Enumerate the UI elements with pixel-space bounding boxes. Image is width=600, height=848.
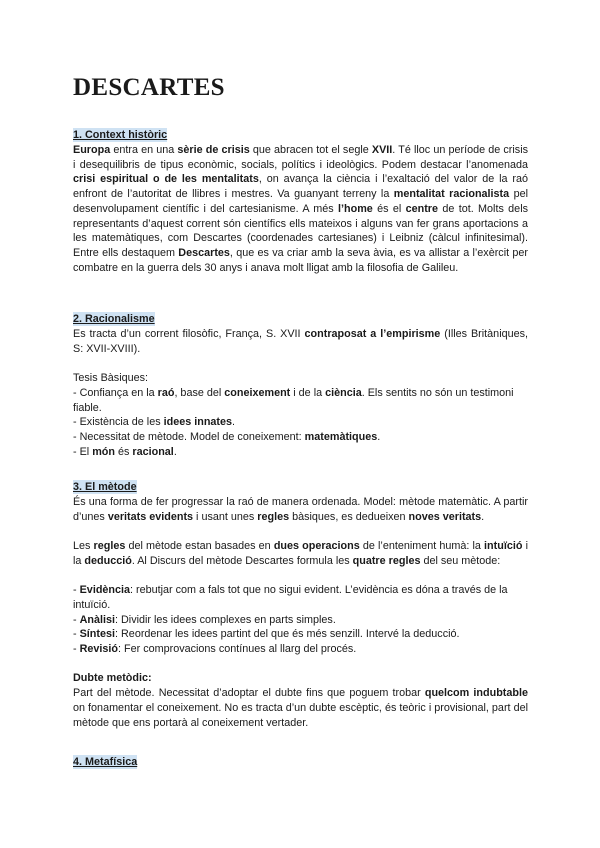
text-run: . [173,445,177,458]
text-run: de tot. Molts dels representants d’aquest corrent són científics ells mateixos i alguns van fer grans aportacions a les matemàtiques, com Descartes (coordenades cartesianes) i Leibniz (càlcul infinitesimal). Entre ells destaquem [73,202,528,259]
text-run: , base del [174,386,225,399]
text-run: : Dividir les idees complexes en parts simples. [115,613,336,626]
text-run: del seu mètode: [420,554,501,567]
bold-text: coneixement [224,386,291,399]
paragraph [73,143,528,275]
bold-text: crisi espiritual o de les mentalitats [73,173,259,186]
text-run: . Té lloc un període de crisis i desequilibris de tipus econòmic, socials, polítics i ideològics. Podem destacar l’anomenada [73,144,528,171]
section-rationalism [73,309,528,459]
bold-text: intuïció [484,540,523,553]
bold-text: ciència [325,386,362,399]
paragraph [73,495,528,524]
bold-text: raó [157,386,175,399]
bold-text: Revisió [79,643,119,655]
rules-list [73,583,528,657]
list-item [73,613,528,628]
bold-text: l’home [338,202,373,215]
text-run: . Al Discurs del mètode Descartes formula les [131,554,353,567]
text-run: - Confiança en la [73,386,158,399]
text-run: és el [372,202,406,215]
list-item [73,627,528,642]
text-run: , on avança la ciència i l’exaltació del valor de la raó enfront de l’autoritat de llibres i mestres. Va guanyant terreny la [73,173,528,201]
list-item [73,386,528,415]
bold-text: dues operacions [273,540,360,553]
bold-text: quelcom indubtable [424,687,528,700]
bold-text: Síntesi [79,628,116,641]
text-run: - El [73,445,93,458]
text-run: és [115,445,133,458]
text-run: (Illes Britàniques, S: XVII-XVIII). [73,328,529,355]
text-run: entra en una [110,144,178,156]
text-run: . [377,430,381,443]
paragraph [73,327,528,356]
bold-text: deducció [84,554,132,567]
text-run: - [73,628,80,641]
list-item [73,445,528,460]
bold-text: sèrie de crisis [177,144,250,156]
bold-text: regles [257,510,290,523]
text-run: : rebutjar com a fals tot que no sigui evident. L’evidència es dóna a través de la intuïció. [73,584,508,611]
text-run: - [73,643,80,655]
bold-text: idees innates [163,416,233,429]
text-run: - Existència de les [73,416,164,429]
section-heading: 2. Racionalisme [73,313,155,325]
text-run: pel desenvolupament científic i del cartesianisme. A més [73,188,528,215]
text-run: - [73,613,80,626]
bold-text: matemàtiques [304,430,378,443]
paragraph [73,539,528,568]
text-run: - [73,584,80,597]
text-run: Part del mètode. Necessitat d’adoptar el dubte fins que poguem trobar [73,687,425,700]
bold-text: XVII [371,144,393,156]
text-run: . [232,416,236,429]
bold-text: racional [132,445,174,458]
text-run: i usant unes [193,510,258,523]
text-run: : Fer comprovacions contínues al llarg del procés. [118,643,357,655]
section-method [73,477,528,730]
text-run: bàsiques, es dedueixen [289,510,409,523]
text-run: del mètode estan basades en [125,540,274,553]
bold-text: Descartes [178,246,230,259]
bold-text: regles [93,540,126,553]
text-run: Les [73,540,94,553]
bold-text: quatre regles [352,554,421,567]
dubte-heading: Dubte metòdic: [73,672,152,685]
tesis-list [73,386,528,460]
bold-text: veritats evidents [107,510,194,523]
bold-text: contraposat a l’empirisme [304,328,441,340]
section-heading: 3. El mètode [73,481,137,493]
bold-text: mentalitat racionalista [393,188,510,201]
text-run: , que es va criar amb la seva àvia, es va allistar a l’exèrcit per combatre en la guerra dels 30 anys i anava molt lligat amb la filosofia de Galileu. [73,246,528,274]
paragraph [73,686,528,730]
bold-text: Evidència [79,584,131,597]
list-item [73,583,528,612]
section-heading: 4. Metafísica [73,756,138,768]
section-context [73,125,528,275]
text-run: i de la [290,386,326,399]
section-metaphysics [73,752,528,770]
text-run: on fonamentar el coneixement. No es tracta d’un dubte escèptic, és teòric i provisional, part del mètode que ens portarà al coneixement vertader. [73,701,528,729]
bold-text: món [92,445,115,458]
text-run: que abracen tot el segle [249,144,372,156]
list-item [73,430,528,445]
text-run: de l’enteniment humà: la [359,540,485,553]
text-run: . [481,510,485,523]
bold-text: Europa [73,144,111,156]
section-heading: 1. Context històric [73,129,168,141]
list-item [73,642,528,657]
text-run: - Necessitat de mètode. Model de coneixement: [73,430,305,443]
page-title: DESCARTES [73,74,225,101]
text-run: Es tracta d’un corrent filosòfic, França, S. XVII [73,328,305,340]
bold-text: Anàlisi [79,613,116,626]
tesis-label: Tesis Bàsiques: [73,372,149,385]
text-run: i la [73,540,528,567]
text-run: És una forma de fer progressar la raó de manera ordenada. Model: mètode matemàtic. A partir d’unes [73,496,528,523]
bold-text: noves veritats [408,510,482,523]
bold-text: centre [405,202,439,215]
text-run: . Els sentits no són un testimoni fiable. [73,386,514,414]
list-item [73,415,528,430]
text-run: : Reordenar les idees partint del que és més senzill. Intervé la deducció. [115,628,460,641]
